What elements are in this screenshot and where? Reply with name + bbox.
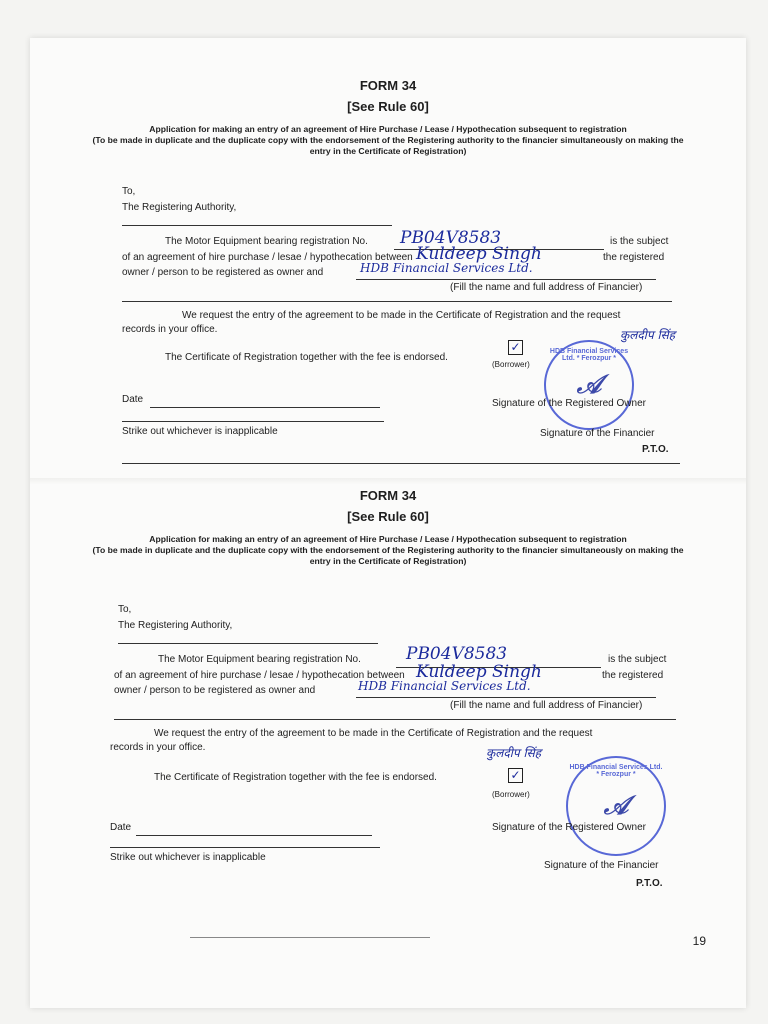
registration-number: PB04V8583 [406, 644, 508, 664]
subject-text: is the subject [608, 654, 667, 665]
document-page [30, 38, 746, 1008]
authority-label: The Registering Authority, [122, 202, 237, 213]
pto-label: P.T.O. [642, 444, 669, 455]
registration-number: PB04V8583 [400, 228, 502, 248]
request-text: We request the entry of the agreement to be made in the Certificate of Registration and the request [182, 310, 621, 321]
form-title: FORM 34 [359, 78, 417, 93]
registered-text: the registered [603, 252, 665, 263]
page-number: 19 [692, 934, 706, 948]
records-text: records in your office. [122, 324, 218, 335]
form-title: FORM 34 [359, 488, 417, 503]
date-underline [150, 406, 380, 408]
financier-signature-label: Signature of the Financier [544, 860, 659, 871]
stamp-signature-icon: 𝒜 [603, 790, 629, 821]
agreement-text: of an agreement of hire purchase / lesae / hypothecation between [114, 670, 405, 681]
instruction-text: (To be made in duplicate and the duplicate copy with the endorsement of the Registering authority to the financier simultaneously on making the entry in the Certificate of Registration) [92, 135, 684, 156]
bottom-rule [190, 937, 430, 938]
authority-label: The Registering Authority, [118, 620, 233, 631]
fill-note: (Fill the name and full address of Financier) [450, 282, 643, 293]
instruction-text: (To be made in duplicate and the duplicate copy with the endorsement of the Registering authority to the financier simultaneously on making the entry in the Certificate of Registration) [92, 545, 684, 566]
owner-signature-label: Signature of the Registered Owner [492, 822, 646, 833]
borrower-label: (Borrower) [492, 360, 530, 369]
financier-stamp [566, 756, 666, 856]
form-end-rule [122, 462, 680, 464]
subject-text: is the subject [610, 236, 669, 247]
agreement-text: of an agreement of hire purchase / lesae / hypothecation between [122, 252, 413, 263]
financier-name: HDB Financial Services Ltd. [358, 679, 531, 693]
rule-reference: [See Rule 60] [347, 509, 429, 524]
financier-stamp [544, 340, 634, 430]
form-copy-2 [30, 488, 746, 889]
owner-text: owner / person to be registered as owner and [122, 267, 324, 278]
date-label: Date [122, 394, 144, 405]
application-text: Application for making an entry of an agreement of Hire Purchase / Lease / Hypothecation subsequent to registration [149, 534, 627, 544]
motor-text: The Motor Equipment bearing registration No. [165, 236, 368, 247]
to-label: To, [122, 186, 136, 197]
application-text: Application for making an entry of an agreement of Hire Purchase / Lease / Hypothecation subsequent to registration [149, 124, 627, 134]
form-copy-1 [30, 78, 746, 455]
stamp-text: HDB Financial Services Ltd. * Ferozpur * [549, 348, 629, 362]
owner-text: owner / person to be registered as owner and [114, 685, 316, 696]
authority-underline [122, 224, 392, 226]
request-text: We request the entry of the agreement to be made in the Certificate of Registration and the request [154, 728, 593, 739]
date-label: Date [110, 822, 132, 833]
borrower-name: Kuldeep Singh [416, 662, 542, 682]
strike-text: Strike out whichever is inapplicable [122, 426, 278, 437]
motor-text: The Motor Equipment bearing registration No. [158, 654, 361, 665]
owner-signature-label: Signature of the Registered Owner [492, 398, 646, 409]
to-label: To, [118, 604, 132, 615]
borrower-name: Kuldeep Singh [416, 244, 542, 264]
divider-line [110, 846, 380, 848]
address-underline [114, 718, 676, 720]
stamp-signature-icon: 𝒜 [576, 369, 602, 400]
certificate-text: The Certificate of Registration together with the fee is endorsed. [154, 772, 437, 783]
endorsed-checkbox: ✓ [508, 340, 523, 355]
financier-name: HDB Financial Services Ltd. [360, 261, 533, 275]
financier-underline [356, 278, 656, 280]
financier-underline [356, 696, 656, 698]
strike-text: Strike out whichever is inapplicable [110, 852, 266, 863]
records-text: records in your office. [110, 742, 206, 753]
pto-label: P.T.O. [636, 878, 663, 889]
registered-text: the registered [602, 670, 664, 681]
owner-signature-hindi: कुलदीप सिंह [620, 328, 676, 342]
owner-signature-hindi: कुलदीप सिंह [486, 746, 542, 760]
divider-line [122, 420, 384, 422]
borrower-label: (Borrower) [492, 790, 530, 799]
fold-line [30, 478, 746, 484]
certificate-text: The Certificate of Registration together with the fee is endorsed. [165, 352, 448, 363]
rule-reference: [See Rule 60] [347, 99, 429, 114]
address-underline [122, 300, 672, 302]
stamp-text: HDB Financial Services Ltd. * Ferozpur * [569, 764, 663, 778]
authority-underline [118, 642, 378, 644]
fill-note: (Fill the name and full address of Financier) [450, 700, 643, 711]
endorsed-checkbox: ✓ [508, 768, 523, 783]
date-underline [136, 834, 372, 836]
financier-signature-label: Signature of the Financier [540, 428, 655, 439]
